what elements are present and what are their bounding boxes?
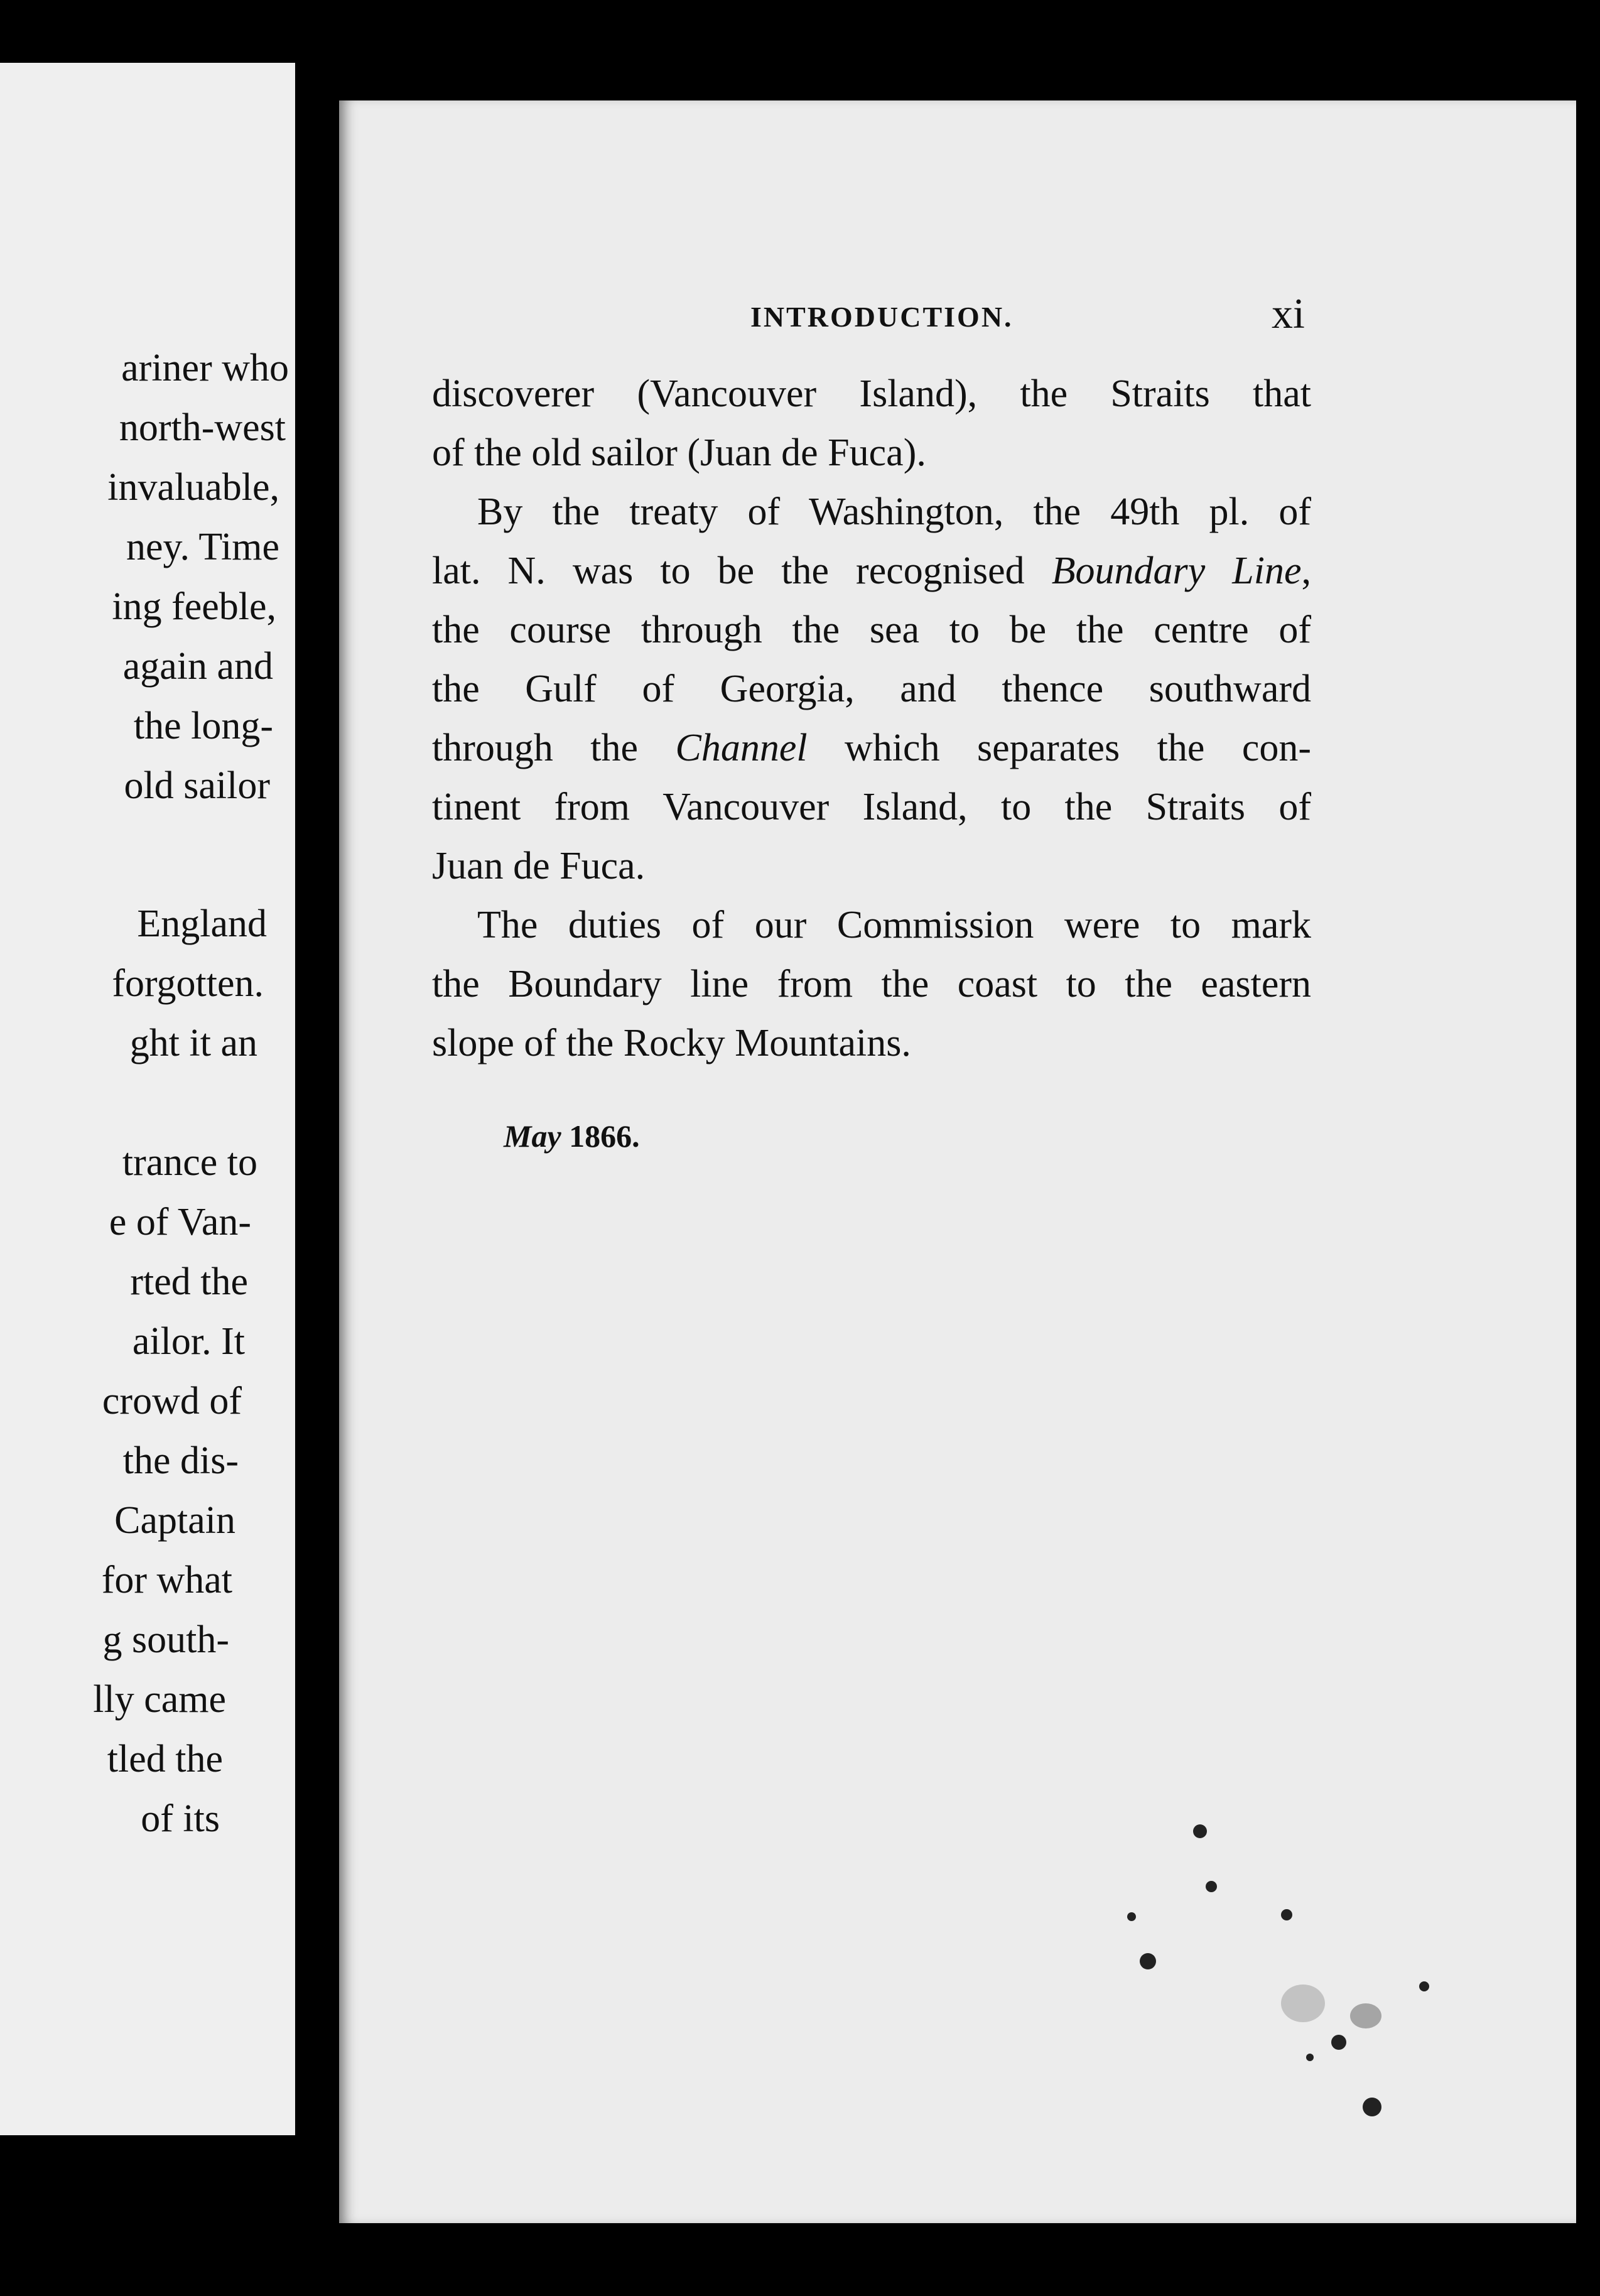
italic-term-boundary-line: Boundary Line [1051,550,1302,592]
text-line [432,541,1311,600]
left-page-line: ght it an [129,1022,257,1064]
paragraph-3 [432,896,1311,1073]
left-page-line: rted the [130,1260,248,1303]
left-page-line: England [137,902,267,945]
left-page-line: lly came [93,1678,226,1721]
left-page-line: invaluable, [107,466,279,509]
left-page-line: e of Van- [109,1201,251,1243]
left-page-line: forgotten. [112,962,264,1005]
left-page-line: tled the [107,1738,223,1780]
page-number: xi [1272,290,1305,337]
text-fragment: through the [432,727,676,769]
foxing-spot [1193,1824,1207,1838]
right-page [339,100,1576,2223]
foxing-spot [1306,2054,1314,2061]
text-line: the Boundary line from the coast to the eastern [432,963,1311,1005]
foxing-spot [1140,1953,1156,1969]
left-page-line: of its [141,1797,220,1840]
foxing-spot [1350,2003,1381,2028]
foxing-spot [1127,1912,1136,1921]
text-line: the Gulf of Georgia, and thence southward [432,668,1311,710]
dateline-year: 1866. [569,1118,640,1154]
paragraph-1 [432,364,1311,482]
foxing-spot [1281,1909,1292,1920]
foxing-spot [1331,2035,1346,2050]
text-line: The duties of our Commission were to mark [477,904,1311,946]
paragraph-2 [432,482,1311,896]
running-head: INTRODUCTION. [750,301,1014,333]
text-line: By the treaty of Washington, the 49th pl. of [477,490,1311,533]
text-fragment: , [1301,550,1311,592]
text-fragment: lat. N. was to be the recognised [432,550,1052,592]
text-line: Juan de Fuca. [432,845,646,887]
foxing-spot [1363,2098,1381,2116]
text-line: the course through the sea to be the centre of [432,609,1311,651]
text-line: tinent from Vancouver Island, to the Straits of [432,786,1311,828]
text-line [432,718,1311,777]
dateline [504,1118,640,1154]
left-page-line: the long- [133,705,273,747]
foxing-spot [1419,1981,1429,1991]
left-page-line: Captain [114,1499,235,1542]
page-header [339,289,1576,339]
dateline-month: May [504,1118,561,1154]
left-page-line: north-west [119,406,286,449]
left-page-line: trance to [122,1141,257,1184]
text-fragment: which separates the con- [807,727,1311,769]
italic-term-channel: Channel [675,727,808,769]
left-page-line: ariner who [121,347,289,389]
left-page-line: ing feeble, [112,585,276,628]
body-text [432,364,1311,1073]
left-page-line: old sailor [124,764,270,807]
left-page-line: g south- [102,1618,229,1661]
text-line: of the old sailor (Juan de Fuca). [432,431,926,474]
left-page-line: crowd of [102,1380,242,1422]
left-page-line: the dis- [122,1439,239,1482]
text-line: slope of the Rocky Mountains. [432,1022,911,1064]
foxing-spot [1206,1881,1217,1892]
left-page-line: ney. Time [126,526,279,568]
foxing-spot [1281,1985,1325,2022]
text-line: discoverer (Vancouver Island), the Straits that [432,372,1311,415]
left-page-line: ailor. It [132,1320,245,1363]
left-page-line: again and [122,645,273,688]
left-page-line: for what [101,1559,232,1601]
left-page-fragment [0,63,295,2135]
